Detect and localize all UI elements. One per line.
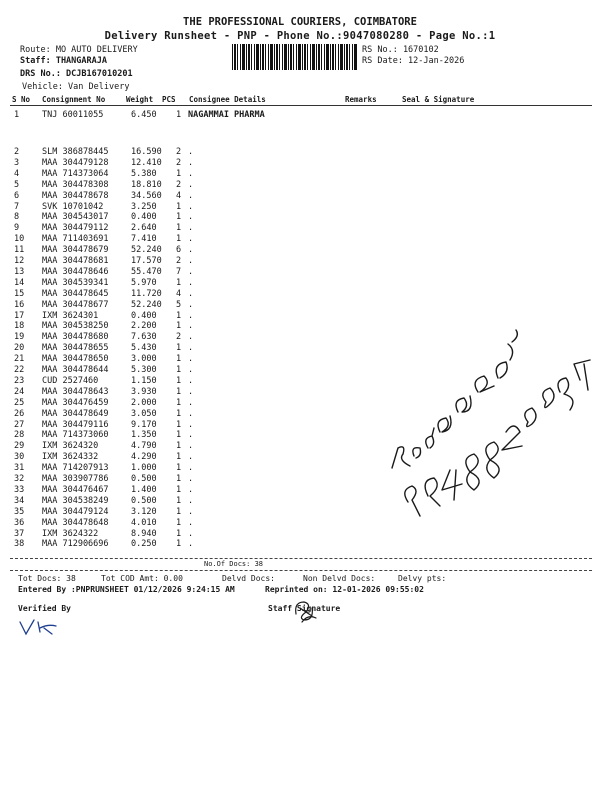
table-row [0, 300, 600, 310]
row-consignee: . [188, 528, 194, 539]
table-row [0, 180, 600, 190]
row-sno: 8 [14, 212, 20, 223]
row-sno: 29 [14, 441, 25, 452]
row-pcs: 4 [176, 190, 182, 201]
row-weight: 3.050 [131, 408, 157, 419]
row-pcs: 2 [176, 157, 182, 168]
row-pcs: 2 [176, 332, 182, 343]
row-sno: 14 [14, 277, 25, 288]
row-consignment-no: MAA 711403691 [42, 234, 109, 245]
table-row [0, 191, 600, 201]
row-consignee: . [188, 343, 194, 354]
row-weight: 16.590 [131, 147, 162, 157]
row-sno: 6 [14, 190, 20, 201]
row-weight: 2.000 [131, 397, 157, 408]
table-row [0, 169, 600, 179]
row-consignee: . [188, 474, 194, 484]
row-consignment-no: MAA 304479116 [42, 419, 109, 430]
row-sno: 25 [14, 397, 25, 408]
no-of-docs: No.Of Docs: 38 [204, 560, 264, 568]
row-pcs: 1 [176, 517, 182, 528]
row-consignment-no: MAA 304478650 [42, 354, 109, 365]
row-consignee: . [188, 256, 194, 266]
row-consignee: . [188, 463, 194, 474]
table-row [0, 147, 600, 157]
row-sno: 16 [14, 299, 25, 310]
col-weight: Weight [126, 95, 154, 104]
row-consignment-no: IXM 3624332 [42, 452, 99, 463]
row-pcs: 1 [176, 474, 182, 484]
row-pcs: 1 [176, 365, 182, 375]
row-weight: 1.400 [131, 484, 157, 495]
row-consignment-no: MAA 304479124 [42, 506, 109, 517]
row-sno: 9 [14, 223, 20, 234]
barcode [232, 44, 358, 70]
row-pcs: 5 [176, 299, 182, 310]
row-consignment-no: MAA 304538250 [42, 321, 109, 332]
table-row [0, 110, 600, 120]
tot-docs: Tot Docs: 38 [18, 574, 76, 583]
row-consignee: . [188, 234, 194, 245]
row-consignee: . [188, 266, 194, 277]
row-pcs: 1 [176, 408, 182, 419]
company-title: THE PROFESSIONAL COURIERS, COIMBATORE [183, 16, 417, 28]
row-consignee: . [188, 321, 194, 332]
row-weight: 8.940 [131, 528, 157, 539]
row-consignment-no: TNJ 60011055 [42, 110, 104, 120]
row-weight: 3.250 [131, 201, 157, 212]
row-sno: 18 [14, 321, 25, 332]
row-consignment-no: MAA 304478677 [42, 299, 109, 310]
row-pcs: 7 [176, 266, 182, 277]
row-consignment-no: MAA 714373064 [42, 168, 109, 179]
row-weight: 5.380 [131, 168, 157, 179]
delvd-docs: Delvd Docs: [222, 574, 275, 583]
row-sno: 31 [14, 463, 25, 474]
row-weight: 34.560 [131, 190, 162, 201]
row-consignee: . [188, 332, 194, 343]
row-weight: 6.450 [131, 110, 157, 120]
row-sno: 27 [14, 419, 25, 430]
row-consignee: . [188, 430, 194, 441]
table-row [0, 212, 600, 222]
rs-date: RS Date: 12-Jan-2026 [362, 56, 465, 66]
staff-label: Staff: THANGARAJA [20, 56, 107, 66]
table-row [0, 158, 600, 168]
staff-signature-label: Staff Signature [268, 604, 341, 613]
delvy-pts: Delvy pts: [398, 574, 447, 583]
handwritten-receiver-note [370, 320, 595, 520]
row-weight: 0.400 [131, 212, 157, 223]
row-pcs: 4 [176, 288, 182, 299]
tot-cod-amt: Tot COD Amt: 0.00 [101, 574, 183, 583]
row-sno: 36 [14, 517, 25, 528]
row-consignment-no: MAA 304539341 [42, 277, 109, 288]
reprinted-on: Reprinted on: 12-01-2026 09:55:02 [265, 585, 424, 594]
row-consignment-no: MAA 304476459 [42, 397, 109, 408]
row-weight: 9.170 [131, 419, 157, 430]
row-pcs: 1 [176, 110, 182, 120]
row-weight: 12.410 [131, 157, 162, 168]
verifier-initials [16, 616, 68, 638]
row-consignee: . [188, 506, 194, 517]
col-seal-signature: Seal & Signature [402, 95, 475, 104]
row-consignment-no: SVK 10701042 [42, 201, 104, 212]
row-consignment-no: MAA 304479128 [42, 157, 109, 168]
table-row [0, 267, 600, 277]
row-weight: 3.000 [131, 354, 157, 365]
row-sno: 28 [14, 430, 25, 441]
row-weight: 4.790 [131, 441, 157, 452]
row-pcs: 1 [176, 201, 182, 212]
row-pcs: 1 [176, 419, 182, 430]
row-pcs: 1 [176, 430, 182, 441]
row-consignment-no: CUD 2527460 [42, 375, 99, 386]
row-sno: 1 [14, 110, 20, 120]
row-weight: 5.300 [131, 365, 157, 375]
row-consignment-no: MAA 304478645 [42, 288, 109, 299]
row-weight: 0.500 [131, 495, 157, 506]
row-consignment-no: MAA 304479112 [42, 223, 109, 234]
row-pcs: 1 [176, 277, 182, 288]
row-sno: 5 [14, 179, 20, 190]
row-pcs: 1 [176, 223, 182, 234]
row-consignment-no: MAA 304478681 [42, 256, 109, 266]
non-delvd-docs: Non Delvd Docs: [303, 574, 376, 583]
row-sno: 26 [14, 408, 25, 419]
col-consignment: Consignment No [42, 95, 106, 104]
row-consignee: . [188, 539, 194, 550]
table-row [0, 234, 600, 244]
row-consignment-no: MAA 714207913 [42, 463, 109, 474]
row-consignment-no: IXM 3624301 [42, 310, 99, 321]
route-label: Route: MO AUTO DELIVERY [20, 45, 138, 55]
row-consignment-no: MAA 304478648 [42, 517, 109, 528]
row-pcs: 1 [176, 168, 182, 179]
row-weight: 3.120 [131, 506, 157, 517]
row-consignment-no: SLM 386878445 [42, 147, 109, 157]
row-sno: 10 [14, 234, 25, 245]
row-consignment-no: MAA 304538249 [42, 495, 109, 506]
row-consignment-no: MAA 714373060 [42, 430, 109, 441]
row-consignee: . [188, 212, 194, 223]
row-sno: 24 [14, 386, 25, 397]
row-consignment-no: MAA 304478680 [42, 332, 109, 343]
row-consignee: . [188, 288, 194, 299]
row-pcs: 2 [176, 256, 182, 266]
row-pcs: 1 [176, 234, 182, 245]
col-sno: S No [12, 95, 31, 104]
row-weight: 5.970 [131, 277, 157, 288]
row-weight: 2.200 [131, 321, 157, 332]
row-sno: 35 [14, 506, 25, 517]
row-weight: 52.240 [131, 245, 162, 256]
row-consignee: . [188, 310, 194, 321]
row-pcs: 6 [176, 245, 182, 256]
table-row [0, 256, 600, 266]
row-pcs: 1 [176, 484, 182, 495]
row-consignee: . [188, 157, 194, 168]
row-sno: 17 [14, 310, 25, 321]
row-sno: 21 [14, 354, 25, 365]
row-consignee: . [188, 419, 194, 430]
table-row [0, 278, 600, 288]
entered-by: Entered By :PNPRUNSHEET 01/12/2026 9:24:15 AM [18, 585, 235, 594]
row-pcs: 1 [176, 354, 182, 365]
row-weight: 52.240 [131, 299, 162, 310]
table-row [0, 311, 600, 321]
row-consignee: . [188, 484, 194, 495]
row-pcs: 1 [176, 343, 182, 354]
row-pcs: 1 [176, 528, 182, 539]
row-pcs: 1 [176, 310, 182, 321]
row-pcs: 1 [176, 212, 182, 223]
header-rule [10, 105, 592, 106]
row-consignee: . [188, 201, 194, 212]
row-consignee: . [188, 452, 194, 463]
row-consignment-no: MAA 304543017 [42, 212, 109, 223]
row-sno: 34 [14, 495, 25, 506]
row-consignee: . [188, 245, 194, 256]
row-sno: 13 [14, 266, 25, 277]
row-sno: 38 [14, 539, 25, 550]
table-row [0, 539, 600, 549]
row-consignment-no: MAA 304478308 [42, 179, 109, 190]
row-consignee: . [188, 168, 194, 179]
row-weight: 7.410 [131, 234, 157, 245]
row-consignee: . [188, 147, 194, 157]
runsheet-title: Delivery Runsheet - PNP - Phone No.:9047080280 - Page No.:1 [104, 30, 496, 42]
row-pcs: 2 [176, 147, 182, 157]
row-consignment-no: MAA 304476467 [42, 484, 109, 495]
row-sno: 32 [14, 474, 25, 484]
row-weight: 11.720 [131, 288, 162, 299]
row-weight: 3.930 [131, 386, 157, 397]
row-consignment-no: MAA 304478678 [42, 190, 109, 201]
row-sno: 22 [14, 365, 25, 375]
table-end-rule [10, 558, 592, 559]
row-consignment-no: MAA 304478649 [42, 408, 109, 419]
row-pcs: 1 [176, 321, 182, 332]
row-sno: 15 [14, 288, 25, 299]
row-pcs: 1 [176, 375, 182, 386]
staff-signature-scribble [290, 596, 320, 626]
row-consignment-no: MAA 304478644 [42, 365, 109, 375]
row-consignee: . [188, 386, 194, 397]
row-consignee: NAGAMMAI PHARMA [188, 110, 265, 120]
row-pcs: 1 [176, 495, 182, 506]
row-sno: 23 [14, 375, 25, 386]
row-consignment-no: IXM 3624322 [42, 528, 99, 539]
row-weight: 0.400 [131, 310, 157, 321]
row-consignee: . [188, 277, 194, 288]
row-sno: 37 [14, 528, 25, 539]
rs-number: RS No.: 1670102 [362, 45, 439, 55]
row-consignee: . [188, 397, 194, 408]
vehicle-label: Vehicle: Van Delivery [22, 82, 130, 92]
row-consignee: . [188, 495, 194, 506]
row-pcs: 1 [176, 397, 182, 408]
row-consignee: . [188, 190, 194, 201]
row-weight: 2.640 [131, 223, 157, 234]
verified-by-label: Verified By [18, 604, 71, 613]
row-pcs: 1 [176, 539, 182, 550]
row-sno: 4 [14, 168, 20, 179]
table-row [0, 223, 600, 233]
row-consignment-no: MAA 712906696 [42, 539, 109, 550]
row-sno: 3 [14, 157, 20, 168]
row-weight: 1.350 [131, 430, 157, 441]
row-consignee: . [188, 299, 194, 310]
row-weight: 7.630 [131, 332, 157, 343]
row-weight: 17.570 [131, 256, 162, 266]
row-consignment-no: MAA 304478679 [42, 245, 109, 256]
table-row [0, 202, 600, 212]
row-sno: 7 [14, 201, 20, 212]
row-sno: 30 [14, 452, 25, 463]
table-row [0, 289, 600, 299]
row-consignment-no: MAA 304478646 [42, 266, 109, 277]
row-consignment-no: MAA 304478643 [42, 386, 109, 397]
row-consignee: . [188, 223, 194, 234]
row-consignee: . [188, 441, 194, 452]
drs-number: DRS No.: DCJB167010201 [20, 69, 133, 79]
table-row [0, 245, 600, 255]
row-pcs: 1 [176, 506, 182, 517]
row-consignment-no: IXM 3624320 [42, 441, 99, 452]
table-row [0, 529, 600, 539]
row-consignment-no: MAA 303907786 [42, 474, 109, 484]
row-weight: 0.500 [131, 474, 157, 484]
row-sno: 11 [14, 245, 25, 256]
row-consignee: . [188, 517, 194, 528]
row-sno: 20 [14, 343, 25, 354]
row-weight: 55.470 [131, 266, 162, 277]
row-pcs: 1 [176, 463, 182, 474]
row-pcs: 2 [176, 179, 182, 190]
row-consignee: . [188, 365, 194, 375]
row-weight: 4.290 [131, 452, 157, 463]
row-pcs: 1 [176, 452, 182, 463]
row-sno: 12 [14, 256, 25, 266]
row-weight: 0.250 [131, 539, 157, 550]
row-consignment-no: MAA 304478655 [42, 343, 109, 354]
row-sno: 2 [14, 147, 20, 157]
col-pcs: PCS [162, 95, 176, 104]
row-pcs: 1 [176, 386, 182, 397]
row-consignee: . [188, 375, 194, 386]
col-consignee: Consignee Details [189, 95, 266, 104]
col-remarks: Remarks [345, 95, 377, 104]
row-weight: 1.150 [131, 375, 157, 386]
row-weight: 4.010 [131, 517, 157, 528]
row-sno: 33 [14, 484, 25, 495]
summary-rule [10, 570, 592, 571]
row-consignee: . [188, 408, 194, 419]
row-consignee: . [188, 354, 194, 365]
row-weight: 5.430 [131, 343, 157, 354]
row-consignee: . [188, 179, 194, 190]
row-weight: 18.810 [131, 179, 162, 190]
row-sno: 19 [14, 332, 25, 343]
row-weight: 1.000 [131, 463, 157, 474]
row-pcs: 1 [176, 441, 182, 452]
